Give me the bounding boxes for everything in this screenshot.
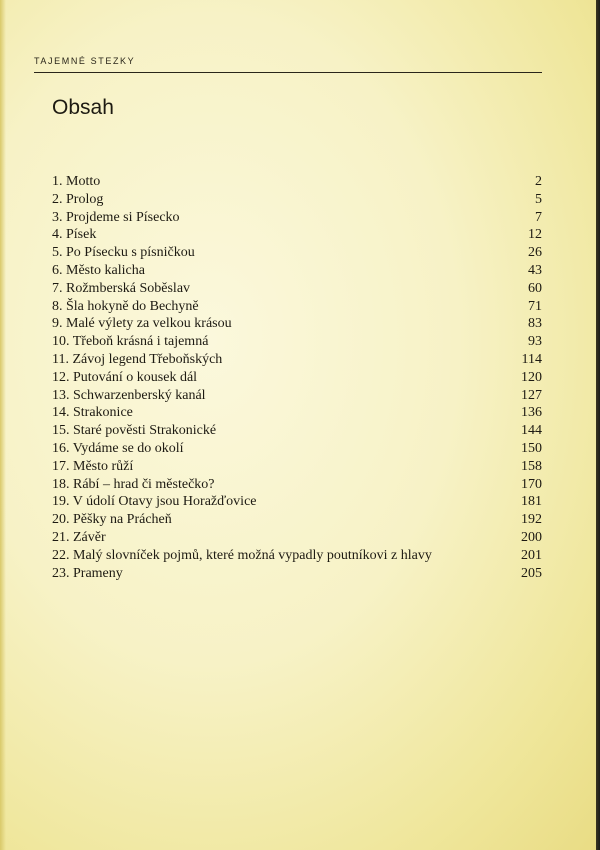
toc-entry-label: 21. Závěr xyxy=(52,529,106,545)
toc-entry-label: 5. Po Písecku s písničkou xyxy=(52,245,195,261)
toc-entry-label: 16. Vydáme se do okolí xyxy=(52,440,184,456)
toc-entry xyxy=(52,298,542,316)
toc-entry xyxy=(52,387,542,405)
toc-entry xyxy=(52,440,542,458)
toc-entry-label: 4. Písek xyxy=(52,227,97,243)
toc-entry xyxy=(52,404,542,422)
toc-entry-page-number: 200 xyxy=(521,529,542,545)
toc-entry xyxy=(52,244,542,262)
table-of-contents xyxy=(52,173,542,582)
toc-entry-page-number: 26 xyxy=(528,245,542,261)
toc-entry-label: 2. Prolog xyxy=(52,191,104,207)
toc-entry xyxy=(52,280,542,298)
toc-entry xyxy=(52,493,542,511)
toc-entry xyxy=(52,511,542,529)
toc-entry-page-number: 205 xyxy=(521,565,542,581)
toc-entry-page-number: 158 xyxy=(521,458,542,474)
toc-entry xyxy=(52,262,542,280)
toc-entry-label: 13. Schwarzenberský kanál xyxy=(52,387,206,403)
toc-entry-page-number: 12 xyxy=(528,227,542,243)
toc-entry xyxy=(52,422,542,440)
toc-entry xyxy=(52,173,542,191)
toc-entry-label: 11. Závoj legend Třeboňských xyxy=(52,351,223,367)
toc-entry-label: 6. Město kalicha xyxy=(52,262,145,278)
toc-entry xyxy=(52,191,542,209)
toc-entry-page-number: 114 xyxy=(521,351,542,367)
toc-entry xyxy=(52,226,542,244)
toc-entry-page-number: 60 xyxy=(528,280,542,296)
toc-entry-page-number: 127 xyxy=(521,387,542,403)
toc-entry-page-number: 71 xyxy=(528,298,542,314)
toc-entry-page-number: 5 xyxy=(535,191,542,207)
toc-entry-label: 7. Rožmberská Soběslav xyxy=(52,280,191,296)
toc-entry-label: 12. Putování o kousek dál xyxy=(52,369,198,385)
header-rule xyxy=(34,72,542,73)
toc-entry-page-number: 2 xyxy=(535,174,542,189)
page-edge-right xyxy=(596,0,600,850)
toc-entry xyxy=(52,529,542,547)
toc-entry xyxy=(52,315,542,333)
toc-entry xyxy=(52,565,542,583)
toc-entry-label: 9. Malé výlety za velkou krásou xyxy=(52,316,232,332)
toc-entry xyxy=(52,209,542,227)
toc-entry-label: 22. Malý slovníček pojmů, které možná vypadly poutníkovi z hlavy xyxy=(52,547,432,563)
page-edge-left xyxy=(0,0,6,850)
toc-entry-label: 14. Strakonice xyxy=(52,405,133,421)
toc-entry xyxy=(52,476,542,494)
running-head: TAJEMNÉ STEZKY xyxy=(34,56,136,66)
toc-entry-label: 19. V údolí Otavy jsou Horažďovice xyxy=(52,494,257,510)
toc-entry-page-number: 144 xyxy=(521,423,542,439)
toc-entry-page-number: 93 xyxy=(528,334,542,350)
toc-entry xyxy=(52,547,542,565)
toc-entry-page-number: 7 xyxy=(535,209,542,225)
toc-entry xyxy=(52,458,542,476)
toc-entry-label: 8. Šla hokyně do Bechyně xyxy=(52,298,199,314)
toc-entry-label: 20. Pěšky na Prácheň xyxy=(52,512,172,528)
toc-entry-label: 3. Projdeme si Písecko xyxy=(52,209,180,225)
toc-entry xyxy=(52,351,542,369)
toc-entry-label: 15. Staré pověsti Strakonické xyxy=(52,423,217,439)
toc-entry-page-number: 43 xyxy=(528,262,542,278)
toc-entry-page-number: 136 xyxy=(521,405,542,421)
toc-entry-label: 18. Rábí – hrad či městečko? xyxy=(52,476,215,492)
toc-entry-label: 23. Prameny xyxy=(52,565,123,581)
toc-entry-label: 17. Město růží xyxy=(52,458,134,474)
toc-entry-page-number: 150 xyxy=(521,440,542,456)
toc-entry xyxy=(52,333,542,351)
toc-entry-page-number: 170 xyxy=(521,476,542,492)
page-title: Obsah xyxy=(52,96,114,119)
toc-entry-page-number: 181 xyxy=(521,494,542,510)
toc-entry-page-number: 192 xyxy=(521,512,542,528)
toc-entry-page-number: 120 xyxy=(521,369,542,385)
toc-entry xyxy=(52,369,542,387)
toc-entry-page-number: 201 xyxy=(521,547,542,563)
toc-entry-label: 1. Motto xyxy=(52,174,101,189)
toc-entry-page-number: 83 xyxy=(528,316,542,332)
toc-entry-label: 10. Třeboň krásná i tajemná xyxy=(52,334,209,350)
